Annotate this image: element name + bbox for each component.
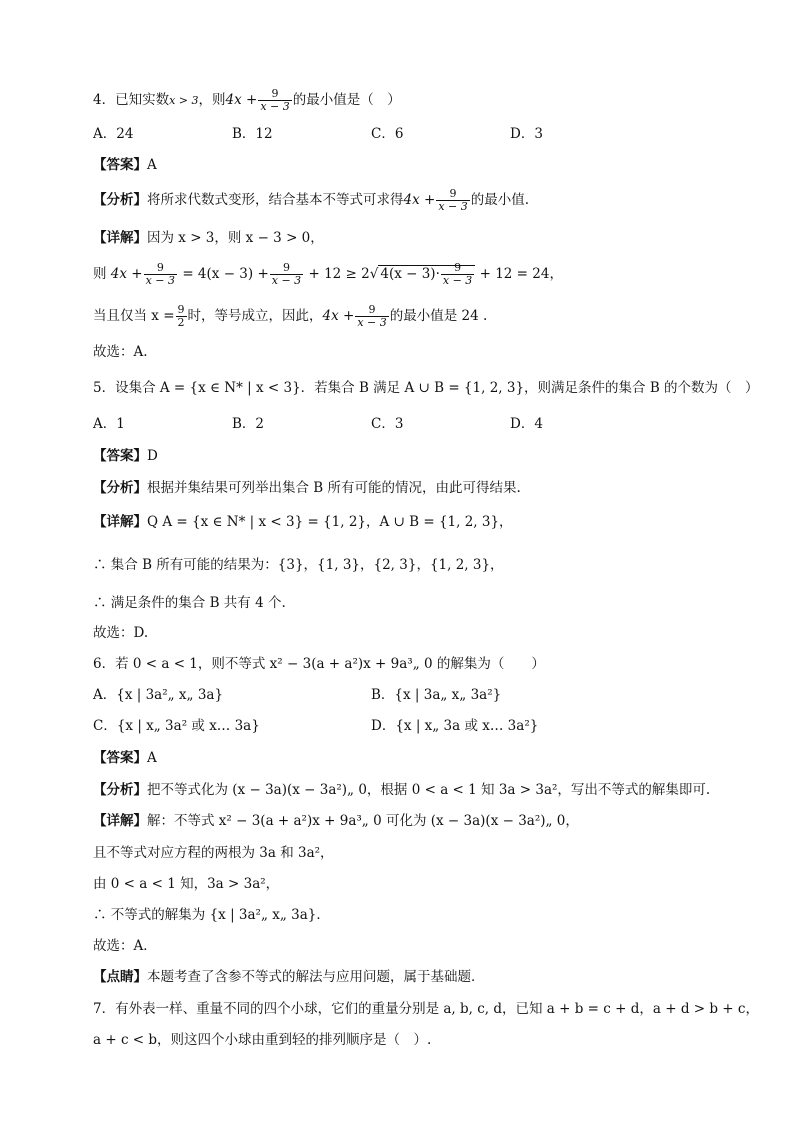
q4-answer: 【答案】A bbox=[93, 157, 157, 173]
q4-detail-line1: 【详解】因为 x > 3，则 x − 3 > 0， bbox=[93, 230, 324, 246]
q4-choose: 故选：A. bbox=[93, 344, 148, 360]
q6-option-c: C．{x | x„ 3a² 或 x… 3a} bbox=[93, 718, 260, 734]
q6-detail-line4: ∴ 不等式的解集为 {x | 3a²„ x„ 3a}． bbox=[93, 907, 330, 923]
q5-choose: 故选：D. bbox=[93, 625, 149, 641]
q6-option-a: A．{x | 3a²„ x„ 3a} bbox=[93, 687, 224, 703]
q4-stem: 4．已知实数x > 3，则4x + $\frac{9}{x - 3}$ 的最小值是（ ） bbox=[93, 87, 401, 113]
q5-detail-line2: ∴ 集合 B 所有可能的结果为：{3}，{1, 3}，{2, 3}，{1, 2, 3}， bbox=[93, 557, 504, 573]
q5-option-c: C．3 bbox=[371, 416, 404, 432]
q5-stem: 5．设集合 A = {x ∈ N* | x < 3}．若集合 B 满足 A ∪ B = {1, 2, 3}，则满足条件的集合 B 的个数为（ ） bbox=[93, 380, 759, 396]
q6-comment: 【点睛】本题考查了含参不等式的解法与应用问题，属于基础题． bbox=[93, 969, 485, 985]
q4-detail-line3: 当且仅当 x = $\frac{9}{2}$ 时，等号成立，因此，4x + $\frac{9}{x - 3}$ 的最小值是 24 . bbox=[93, 303, 488, 329]
q6-option-d: D．{x | x„ 3a 或 x… 3a²} bbox=[371, 718, 539, 734]
q4-analysis: 【分析】将所求代数式变形，结合基本不等式可求得4x + $\frac{9}{x - 3}$ 的最小值. bbox=[93, 187, 530, 213]
q4-option-d: D．3 bbox=[510, 126, 543, 142]
q6-stem: 6．若 0 < a < 1，则不等式 x² − 3(a + a²)x + 9a³„ 0 的解集为（ ） bbox=[93, 656, 545, 672]
q7-stem-line2: a + c < b，则这四个小球由重到轻的排列顺序是（ ）. bbox=[93, 1032, 432, 1048]
q4-option-c: C．6 bbox=[371, 126, 404, 142]
q7-stem-line1: 7．有外表一样、重量不同的四个小球，它们的重量分别是 a, b, c, d，已知 a + b = c + d，a + d > b + c， bbox=[93, 1001, 759, 1017]
q6-detail-line2: 且不等式对应方程的两根为 3a 和 3a²， bbox=[93, 845, 334, 861]
q4-option-b: B．12 bbox=[232, 126, 273, 142]
q5-analysis: 【分析】根据并集结果可列举出集合 B 所有可能的情况，由此可得结果. bbox=[93, 480, 521, 496]
q4-option-a: A．24 bbox=[93, 126, 134, 142]
q6-detail-line3: 由 0 < a < 1 知，3a > 3a²， bbox=[93, 876, 280, 892]
q5-detail-line1: 【详解】Q A = {x ∈ N* | x < 3} = {1, 2}，A ∪ B = {1, 2, 3}， bbox=[93, 514, 513, 530]
q6-analysis: 【分析】把不等式化为 (x − 3a)(x − 3a²)„ 0，根据 0 < a < 1 知 3a > 3a²，写出不等式的解集即可. bbox=[93, 782, 711, 798]
q6-answer: 【答案】A bbox=[93, 750, 157, 766]
q6-choose: 故选：A． bbox=[93, 938, 157, 954]
q5-answer: 【答案】D bbox=[93, 448, 158, 464]
q5-option-a: A．1 bbox=[93, 416, 125, 432]
q6-detail-line1: 【详解】解：不等式 x² − 3(a + a²)x + 9a³„ 0 可化为 (x − 3a)(x − 3a²)„ 0， bbox=[93, 813, 579, 829]
q5-detail-line3: ∴ 满足条件的集合 B 共有 4 个. bbox=[93, 595, 286, 611]
q4-detail-line2: 则 4x + $\frac{9}{x - 3}$ = 4(x − 3) + $\frac{9}{x - 3}$ + 12 ≥ 2√ 4(x − 3)· $\frac{9}{x - 3}$ + 12 = 24， bbox=[93, 261, 563, 287]
q6-option-b: B．{x | 3a„ x„ 3a²} bbox=[371, 687, 502, 703]
q5-option-d: D．4 bbox=[510, 416, 543, 432]
q5-option-b: B．2 bbox=[232, 416, 265, 432]
